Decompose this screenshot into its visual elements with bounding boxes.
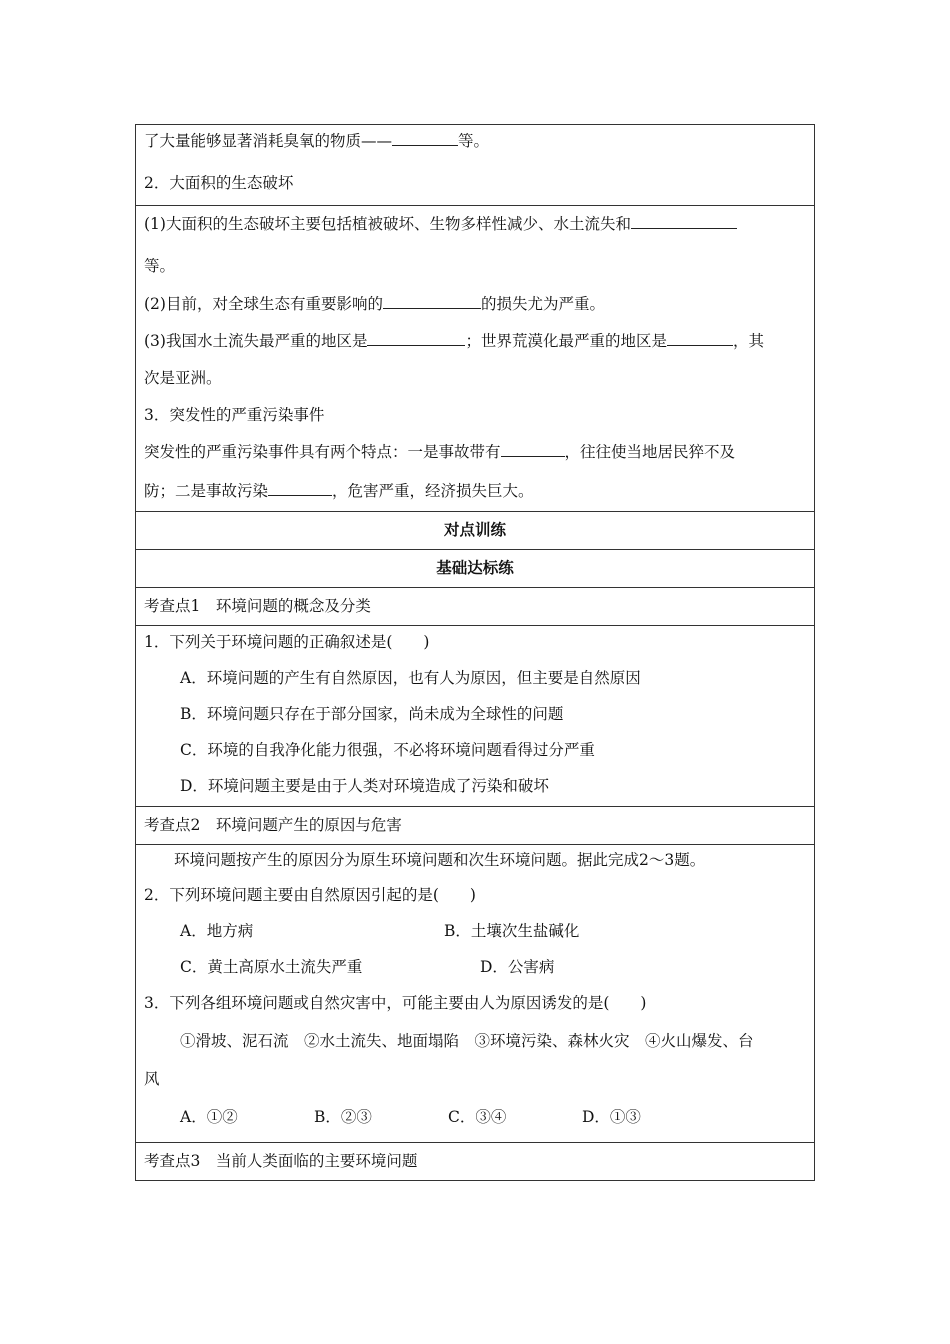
kp1-row bbox=[136, 588, 815, 626]
eco-p5 bbox=[144, 471, 806, 511]
eco-p3-end: ，其 bbox=[732, 332, 764, 350]
q1-option-a[interactable]: A．环境问题的产生有自然原因，也有人为原因，但主要是自然原因 bbox=[180, 669, 641, 687]
eco-p1-text: (1)大面积的生态破坏主要包括植被破坏、生物多样性减少、水土流失和 bbox=[144, 215, 631, 233]
heading-eco-damage: 2．大面积的生态破坏 bbox=[144, 174, 294, 192]
q3-items-cont: 风 bbox=[144, 1070, 160, 1088]
q2-stem: 2．下列环境问题主要由自然原因引起的是( ) bbox=[144, 886, 476, 904]
subsection-title: 基础达标练 bbox=[436, 559, 514, 577]
knowledge-point-3: 考查点3 当前人类面临的主要环境问题 bbox=[144, 1152, 418, 1170]
fill-blank[interactable] bbox=[667, 325, 733, 346]
subsection-title-cell bbox=[136, 550, 815, 588]
kp2-cell bbox=[136, 807, 815, 845]
q1-option-d[interactable]: D．环境问题主要是由于人类对环境造成了污染和破坏 bbox=[180, 777, 549, 795]
eco-p1-cont: 等。 bbox=[144, 257, 176, 275]
eco-p3-cont: 次是亚洲。 bbox=[144, 369, 222, 387]
exercise-table bbox=[135, 124, 815, 1181]
intro-line-1-end: 等。 bbox=[458, 132, 490, 150]
eco-cell bbox=[136, 206, 815, 512]
eco-p3 bbox=[144, 323, 806, 360]
fill-blank[interactable] bbox=[268, 475, 332, 496]
eco-p2 bbox=[144, 286, 806, 323]
subsection-title-row bbox=[136, 550, 815, 588]
eco-p4 bbox=[144, 434, 806, 471]
fill-blank[interactable] bbox=[392, 125, 458, 146]
fill-blank[interactable] bbox=[367, 325, 465, 346]
q2-options-row-1 bbox=[144, 913, 806, 949]
q23-cell bbox=[136, 845, 815, 1143]
q1-stem: 1．下列关于环境问题的正确叙述是( ) bbox=[144, 633, 430, 651]
knowledge-point-1: 考查点1 环境问题的概念及分类 bbox=[144, 597, 371, 615]
q3-option-b[interactable]: B．②③ bbox=[314, 1108, 372, 1126]
intro-cell bbox=[136, 125, 815, 206]
q1-cell bbox=[136, 626, 815, 807]
q1-row bbox=[136, 626, 815, 807]
q2-option-c[interactable]: C．黄土高原水土流失严重 bbox=[180, 958, 363, 976]
eco-p3-mid: ；世界荒漠化最严重的地区是 bbox=[465, 332, 667, 350]
q3-items: ①滑坡、泥石流 ②水土流失、地面塌陷 ③环境污染、森林火灾 ④火山爆发、台 bbox=[180, 1032, 754, 1050]
eco-p1 bbox=[144, 206, 806, 246]
q2-options-row-2 bbox=[144, 949, 806, 985]
q2-option-d[interactable]: D．公害病 bbox=[480, 958, 555, 976]
fill-blank[interactable] bbox=[501, 436, 565, 457]
heading-pollution-events: 3．突发性的严重污染事件 bbox=[144, 406, 325, 424]
kp2-row bbox=[136, 807, 815, 845]
q1-option-b[interactable]: B．环境问题只存在于部分国家，尚未成为全球性的问题 bbox=[180, 705, 564, 723]
eco-row bbox=[136, 206, 815, 512]
q1-option-c[interactable]: C．环境的自我净化能力很强，不必将环境问题看得过分严重 bbox=[180, 741, 595, 759]
eco-p3-text: (3)我国水土流失最严重的地区是 bbox=[144, 332, 368, 350]
kp3-row bbox=[136, 1143, 815, 1181]
q2-option-a[interactable]: A．地方病 bbox=[180, 922, 254, 940]
q3-option-d[interactable]: D．①③ bbox=[582, 1108, 641, 1126]
fill-blank[interactable] bbox=[383, 288, 481, 309]
eco-p2-end: 的损失尤为严重。 bbox=[480, 295, 605, 313]
eco-p4-end: ，往往使当地居民猝不及 bbox=[564, 443, 736, 461]
eco-p4-text: 突发性的严重污染事件具有两个特点：一是事故带有 bbox=[144, 443, 501, 461]
kp3-cell bbox=[136, 1143, 815, 1181]
q3-option-c[interactable]: C．③④ bbox=[448, 1108, 507, 1126]
q2-option-b[interactable]: B．土壤次生盐碱化 bbox=[444, 922, 580, 940]
eco-p5-end: ，危害严重，经济损失巨大。 bbox=[332, 482, 534, 500]
intro-row bbox=[136, 125, 815, 206]
intro-line-1 bbox=[144, 125, 806, 165]
knowledge-point-2: 考查点2 环境问题产生的原因与危害 bbox=[144, 816, 402, 834]
q3-option-a[interactable]: A．①② bbox=[180, 1108, 238, 1126]
q23-row bbox=[136, 845, 815, 1143]
q23-intro: 环境问题按产生的原因分为原生环境问题和次生环境问题。据此完成2～3题。 bbox=[174, 851, 706, 869]
section-title-row bbox=[136, 512, 815, 550]
section-title: 对点训练 bbox=[443, 521, 506, 539]
intro-line-1-text: 了大量能够显著消耗臭氧的物质—— bbox=[144, 132, 393, 150]
q3-options-row bbox=[144, 1099, 806, 1135]
q3-stem: 3．下列各组环境问题或自然灾害中，可能主要由人为原因诱发的是( ) bbox=[144, 994, 647, 1012]
fill-blank[interactable] bbox=[631, 208, 737, 229]
kp1-cell bbox=[136, 588, 815, 626]
eco-p2-text: (2)目前，对全球生态有重要影响的 bbox=[144, 295, 383, 313]
eco-p5-text: 防；二是事故污染 bbox=[144, 482, 269, 500]
section-title-cell bbox=[136, 512, 815, 550]
